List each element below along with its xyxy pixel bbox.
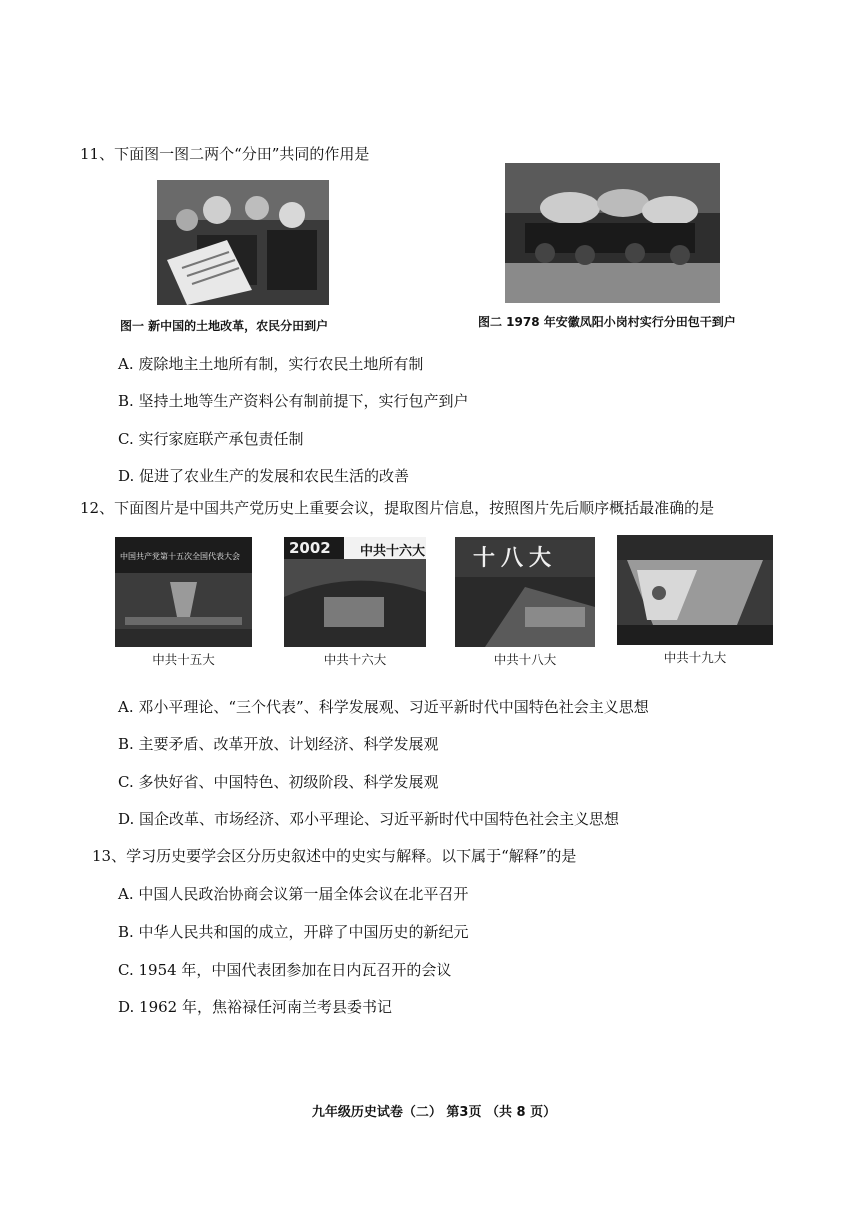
question-13-stem: 13、学习历史要学会区分历史叙述中的史实与解释。以下属于“解释”的是 xyxy=(92,847,577,865)
caption-18th-congress: 中共十八大 xyxy=(493,652,557,667)
photo-15th-congress xyxy=(115,537,252,647)
photo-16th-congress xyxy=(284,537,426,647)
photo-15th-overlay: 中国共产党第十五次全国代表大会 xyxy=(120,552,240,561)
q11-option-b[interactable]: B. 坚持土地等生产资料公有制前提下，实行包产到户 xyxy=(118,392,469,410)
figure-2-caption: 图二 1978 年安徽凤阳小岗村实行分田包干到户 xyxy=(478,315,736,329)
q11-option-d[interactable]: D. 促进了农业生产的发展和农民生活的改善 xyxy=(118,467,410,485)
caption-16th-congress: 中共十六大 xyxy=(323,652,387,667)
q11-option-a[interactable]: A. 废除地主土地所有制，实行农民土地所有制 xyxy=(118,355,424,373)
q12-option-d[interactable]: D. 国企改革、市场经济、邓小平理论、习近平新时代中国特色社会主义思想 xyxy=(118,810,620,828)
photo-16th-year-overlay: 2002 xyxy=(289,539,331,557)
caption-19th-congress: 中共十九大 xyxy=(663,650,727,665)
q12-option-a[interactable]: A. 邓小平理论、“三个代表”、科学发展观、习近平新时代中国特色社会主义思想 xyxy=(118,698,649,716)
photo-19th-congress xyxy=(617,535,773,645)
photo-16th-overlay: 中共十六大 xyxy=(360,544,426,559)
figure-1-caption: 图一 新中国的土地改革，农民分田到户 xyxy=(120,319,329,333)
question-11-stem: 11、下面图一图二两个“分田”共同的作用是 xyxy=(80,145,370,163)
q13-option-b[interactable]: B. 中华人民共和国的成立，开辟了中国历史的新纪元 xyxy=(118,923,469,941)
q12-option-b[interactable]: B. 主要矛盾、改革开放、计划经济、科学发展观 xyxy=(118,735,439,753)
q13-option-d[interactable]: D. 1962 年，焦裕禄任河南兰考县委书记 xyxy=(118,998,392,1016)
page-footer: 九年级历史试卷（二） 第3页 （共 8 页） xyxy=(311,1105,557,1120)
photo-18th-congress xyxy=(455,537,595,647)
q13-option-c[interactable]: C. 1954 年，中国代表团参加在日内瓦召开的会议 xyxy=(118,961,452,979)
figure-1-land-reform-photo xyxy=(157,180,329,305)
q11-option-c[interactable]: C. 实行家庭联产承包责任制 xyxy=(118,430,304,448)
caption-15th-congress: 中共十五大 xyxy=(152,652,215,667)
q12-option-c[interactable]: C. 多快好省、中国特色、初级阶段、科学发展观 xyxy=(118,773,439,791)
question-12-stem: 12、下面图片是中国共产党历史上重要会议，提取图片信息，按照图片先后顺序概括最准确的是 xyxy=(80,499,715,517)
figure-2-xiaogang-village-photo xyxy=(505,163,720,303)
q13-option-a[interactable]: A. 中国人民政治协商会议第一届全体会议在北平召开 xyxy=(118,885,469,903)
photo-18th-overlay: 十八大 xyxy=(473,546,558,571)
